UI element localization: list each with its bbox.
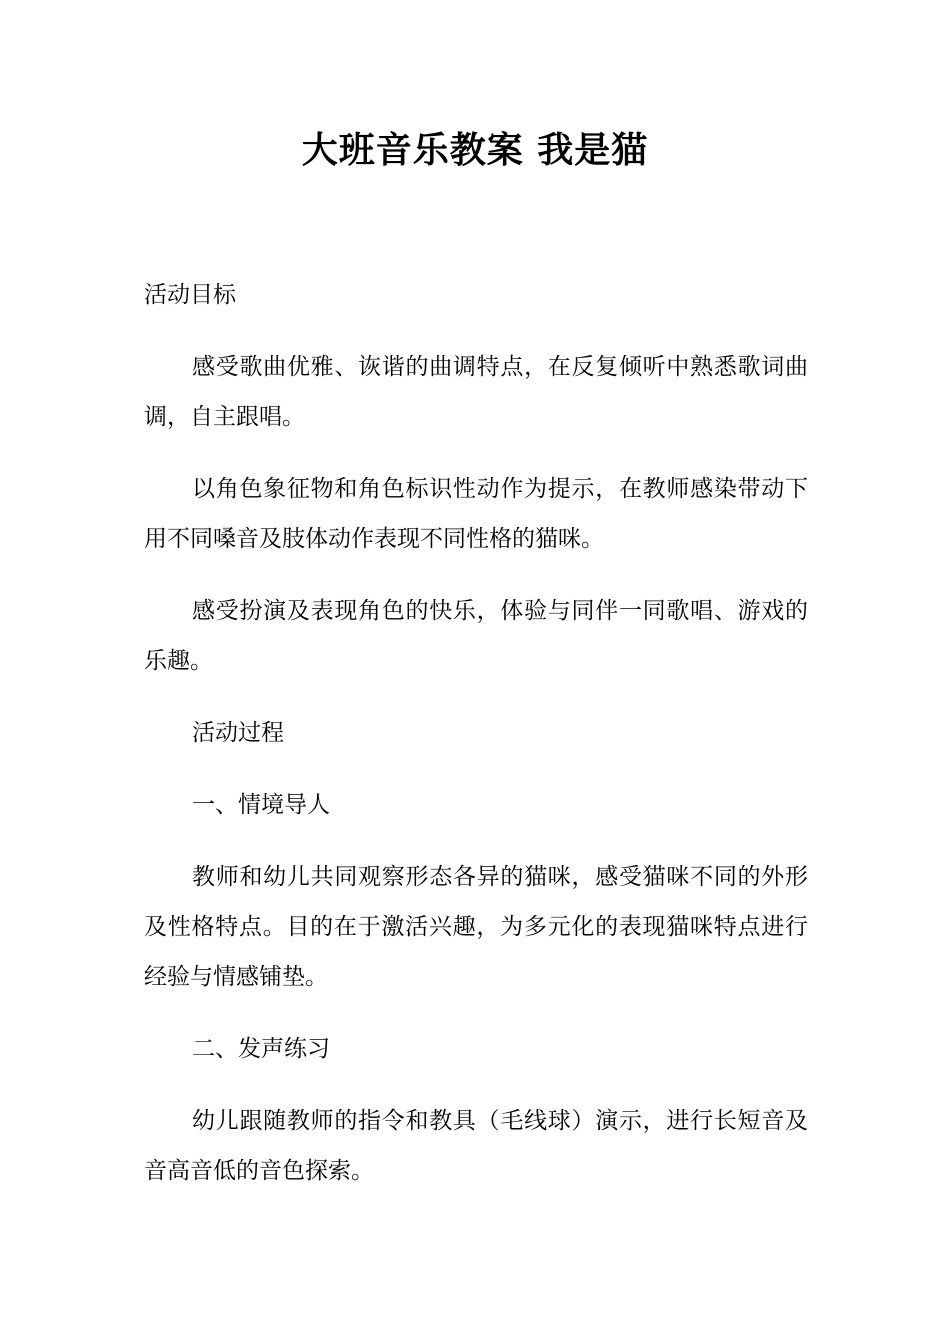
document-body bbox=[144, 270, 808, 1218]
subheading-step-1: 一、情境导人 bbox=[192, 792, 330, 818]
section-heading-goals: 活动目标 bbox=[144, 282, 236, 308]
section-heading-process: 活动过程 bbox=[192, 720, 284, 746]
paragraph-step-2: 幼儿跟随教师的指令和教具（毛线球）演示，进行长短音及音高音低的音色探索。 bbox=[144, 1108, 808, 1184]
paragraph-goal-3: 感受扮演及表现角色的快乐，体验与同伴一同歌唱、游戏的乐趣。 bbox=[144, 598, 808, 674]
paragraph-step-1: 教师和幼儿共同观察形态各异的猫咪，感受猫咪不同的外形及性格特点。目的在于激活兴趣，为多元化的表现猫咪特点进行经验与情感铺垫。 bbox=[144, 864, 808, 990]
paragraph-goal-2: 以角色象征物和角色标识性动作为提示，在教师感染带动下用不同嗓音及肢体动作表现不同性格的猫咪。 bbox=[144, 476, 808, 552]
subheading-step-2: 二、发声练习 bbox=[192, 1036, 330, 1062]
document-title: 大班音乐教案 我是猫 bbox=[301, 129, 649, 171]
paragraph-goal-1: 感受歌曲优雅、诙谐的曲调特点，在反复倾听中熟悉歌词曲调，自主跟唱。 bbox=[144, 354, 808, 430]
